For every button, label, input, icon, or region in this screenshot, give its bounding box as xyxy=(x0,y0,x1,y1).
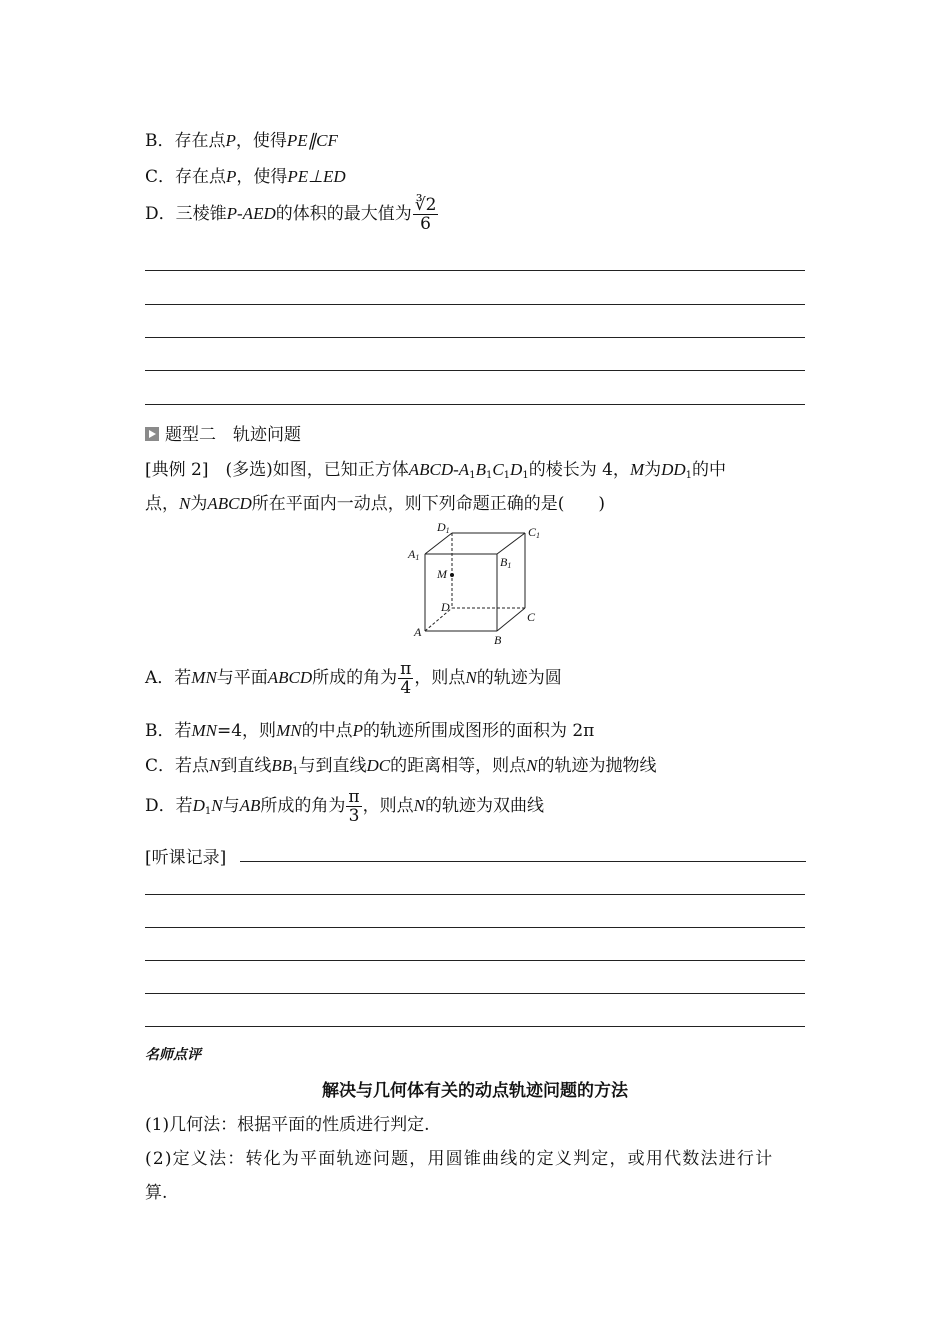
label-d: D xyxy=(441,600,450,614)
example-line-2: 点，N为ABCD所在平面内一动点，则下列命题正确的是( ) xyxy=(145,494,605,514)
review-item-1: (1)几何法：根据平面的性质进行判定. xyxy=(145,1115,430,1135)
answer-line xyxy=(145,270,805,271)
option-c-prev: C．存在点P，使得PE⊥ED xyxy=(145,167,346,187)
answer-line xyxy=(145,337,805,338)
review-item-2: (2)定义法：转化为平面轨迹问题，用圆锥曲线的定义判定，或用代数法进行计 xyxy=(145,1149,774,1169)
option-b-prev: B．存在点P，使得PE∥CF xyxy=(145,131,338,151)
label-m: M xyxy=(437,567,447,581)
review-item-2-cont: 算. xyxy=(145,1183,168,1203)
label-c: C xyxy=(527,610,536,624)
answer-line xyxy=(145,404,805,405)
cube-figure xyxy=(400,518,560,648)
answer-line xyxy=(145,304,805,305)
label-b: B xyxy=(494,633,502,647)
notes-line xyxy=(240,861,806,862)
notes-line xyxy=(145,993,805,994)
edge-b1c1 xyxy=(497,533,525,554)
point-m xyxy=(450,573,454,577)
choice-d: D．若$D_1N$与AB所成的角为 $\frac{\pi}{3}$ ，则点N的轨迹为双曲线 xyxy=(145,787,544,826)
notes-line xyxy=(145,927,805,928)
notes-line xyxy=(145,960,805,961)
notes-label: [听课记录] xyxy=(145,848,227,868)
label-c1: C1 xyxy=(528,525,541,540)
choice-a: A．若MN与平面ABCD所成的角为 $\frac{\pi}{4}$ ，则点N的轨迹为圆 xyxy=(145,659,562,698)
play-icon xyxy=(145,427,159,441)
label-a: A xyxy=(414,625,422,639)
label-a1: A1 xyxy=(408,547,420,562)
edge-bc xyxy=(497,608,525,631)
fraction-cbrt2-over-6: $\frac{∛2}{6}$ xyxy=(414,195,437,234)
edge-a1d1 xyxy=(425,533,452,554)
option-d-prev: D．三棱锥P-AED的体积的最大值为 $\frac{∛2}{6}$ xyxy=(145,195,437,234)
section-heading: 题型二 轨迹问题 xyxy=(145,420,301,445)
fraction-pi-over-3: $\frac{\pi}{3}$ xyxy=(348,787,360,826)
example-line-1: [典例 2] (多选)如图，已知正方体ABCD-$A_1B_1C_1D_1$的棱长为 4，M为$DD_1$的中 xyxy=(145,460,727,481)
answer-line xyxy=(145,370,805,371)
label-d1: D1 xyxy=(437,520,450,535)
choice-c: C．若点N到直线$BB_1$与到直线DC的距离相等，则点N的轨迹为抛物线 xyxy=(145,756,657,777)
label-b1: B1 xyxy=(500,555,512,570)
review-title: 解决与几何体有关的动点轨迹问题的方法 xyxy=(322,1081,628,1101)
notes-line xyxy=(145,894,805,895)
review-tag: 名师点评 xyxy=(145,1047,201,1063)
fraction-pi-over-4: $\frac{\pi}{4}$ xyxy=(400,659,412,698)
choice-b: B．若MN=4，则MN的中点P的轨迹所围成图形的面积为 2π xyxy=(145,721,595,741)
notes-line xyxy=(145,1026,805,1027)
